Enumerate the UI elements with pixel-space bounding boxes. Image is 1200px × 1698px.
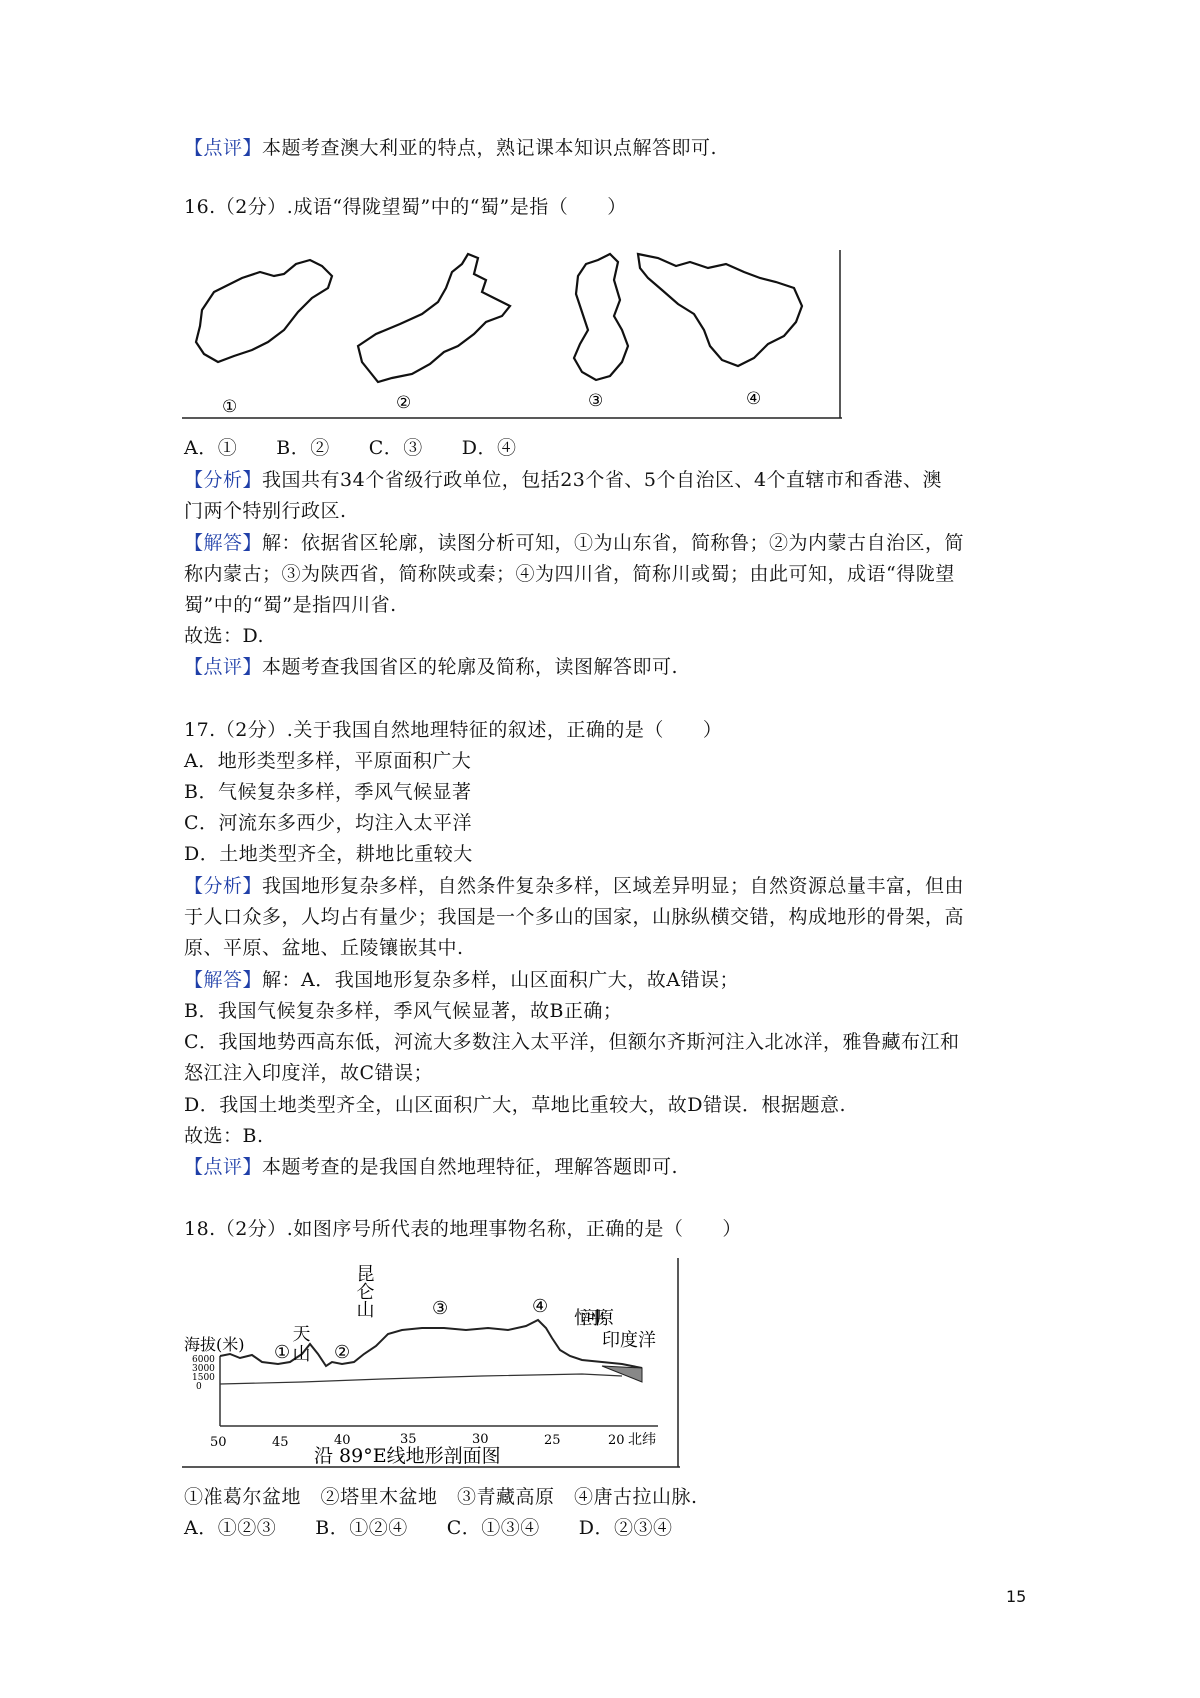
marker-3: ③: [432, 1298, 449, 1319]
q17-option-a: A．地形类型多样，平原面积广大: [184, 750, 472, 772]
q17-option-b: B．气候复杂多样，季风气候显著: [184, 781, 472, 803]
q18-options: [184, 1514, 673, 1542]
q17-review: 【点评】本题考查的是我国自然地理特征，理解答题即可.: [184, 1156, 679, 1178]
q17-answer-b: B．我国气候复杂多样，季风气候显著，故B正确；: [184, 1000, 623, 1022]
q17-answer-d: D．我国土地类型齐全，山区面积广大，草地比重较大，故D错误．根据题意.: [184, 1094, 847, 1116]
review-tag: 【点评】: [184, 137, 263, 159]
q17-answer: 【解答】解：A．我国地形复杂多样，山区面积广大，故A错误；: [184, 969, 739, 991]
figure-label-3: ③: [588, 391, 604, 411]
xtick-30: 30: [472, 1432, 489, 1447]
shandong-outline: [196, 260, 332, 362]
tianshan-label: 天山: [289, 1324, 311, 1364]
xtick-45: 45: [272, 1435, 289, 1450]
q17-analysis-cont: 于人口众多，人均占有量少；我国是一个多山的国家，山脉纵横交错，构成地形的骨架，高: [184, 906, 965, 928]
ylabel: 海拔(米): [184, 1335, 245, 1354]
kunlun-label: 昆仑山: [353, 1264, 375, 1318]
option-d: D．④: [461, 437, 517, 459]
figure-caption: 沿 89°E线地形剖面图: [314, 1445, 501, 1467]
xtick-20: 20: [608, 1433, 625, 1448]
q17-option-c: C．河流东多西少，均注入太平洋: [184, 812, 473, 834]
xtick-40: 40: [334, 1433, 351, 1448]
inner-mongolia-outline: [358, 254, 510, 382]
q17-analysis: 【分析】我国地形复杂多样，自然条件复杂多样，区域差异明显；自然资源总量丰富，但由: [184, 875, 965, 897]
answer-tag: 【解答】: [184, 969, 263, 991]
xunit: 北纬: [628, 1432, 656, 1448]
figure-label-2: ②: [396, 393, 412, 413]
option-c: C．③: [368, 437, 423, 459]
xtick-35: 35: [400, 1432, 417, 1447]
option-b: B．①②④: [315, 1517, 408, 1539]
ytick-0: 0: [196, 1382, 202, 1392]
q17-answer-c-cont: 怒江注入印度洋，故C错误；: [184, 1062, 434, 1084]
option-a: A．①: [184, 437, 238, 459]
q16-answer: 【解答】解：依据省区轮廓，读图分析可知，①为山东省，简称鲁；②为内蒙古自治区，简: [184, 532, 965, 554]
review-tag: 【点评】: [184, 656, 263, 678]
q16-analysis: 【分析】我国共有34个省级行政单位，包括23个省、5个自治区、4个直辖市和香港、澳: [184, 469, 943, 491]
q16-answer-cont2: 蜀”中的“蜀”是指四川省.: [184, 594, 397, 616]
review-tag: 【点评】: [184, 1156, 263, 1178]
marker-2: ②: [334, 1342, 351, 1363]
option-b: B．②: [276, 437, 330, 459]
q18-stem: 18.（2分）.如图序号所代表的地理事物名称，正确的是（ ）: [184, 1218, 742, 1240]
ytick-6000: 6000: [192, 1355, 215, 1365]
q16-options: [184, 434, 517, 462]
q16-province-outlines-figure: [182, 250, 842, 422]
marker-4: ④: [532, 1296, 549, 1317]
xtick-25: 25: [544, 1433, 561, 1448]
figure-label-4: ④: [746, 389, 762, 409]
q18-items: ①准葛尔盆地 ②塔里木盆地 ③青藏高原 ④唐古拉山脉.: [184, 1486, 698, 1508]
q16-answer-cont: 称内蒙古；③为陕西省，简称陕或秦；④为四川省，简称川或蜀；由此可知，成语“得陇望: [184, 563, 955, 585]
page-number: 15: [1006, 1587, 1027, 1606]
q15-review: 【点评】本题考查澳大利亚的特点，熟记课本知识点解答即可.: [184, 137, 718, 159]
q17-answer-c: C．我国地势西高东低，河流大多数注入太平洋，但额尔齐斯河注入北冰洋，雅鲁藏布江和: [184, 1031, 960, 1053]
analysis-tag: 【分析】: [184, 469, 263, 491]
ytick-1500: 1500: [192, 1373, 215, 1383]
option-c: C．①③④: [446, 1517, 540, 1539]
answer-tag: 【解答】: [184, 532, 263, 554]
option-d: D．②③④: [578, 1517, 673, 1539]
q16-analysis-cont: 门两个特别行政区.: [184, 500, 347, 522]
figure-label-1: ①: [222, 397, 238, 417]
option-a: A．①②③: [184, 1517, 277, 1539]
q17-analysis-cont2: 原、平原、盆地、丘陵镶嵌其中.: [184, 937, 464, 959]
q16-stem: 16.（2分）.成语“得陇望蜀”中的“蜀”是指（ ）: [184, 196, 627, 218]
q17-stem: 17.（2分）.关于我国自然地理特征的叙述，正确的是（ ）: [184, 719, 723, 741]
ocean-label: 印度洋: [602, 1330, 656, 1351]
q16-review: 【点评】本题考查我国省区的轮廓及简称，读图解答即可.: [184, 656, 679, 678]
sichuan-outline: [638, 254, 802, 366]
shaanxi-outline: [574, 254, 628, 380]
henghe-label: 恒河平原: [574, 1308, 614, 1329]
analysis-tag: 【分析】: [184, 875, 263, 897]
q18-terrain-profile-figure: [182, 1258, 680, 1470]
marker-1: ①: [274, 1342, 291, 1363]
q16-choice: 故选：D.: [184, 625, 265, 647]
ytick-3000: 3000: [192, 1364, 215, 1374]
q17-choice: 故选：B.: [184, 1125, 264, 1147]
xtick-50: 50: [210, 1435, 227, 1450]
q17-option-d: D．土地类型齐全，耕地比重较大: [184, 843, 473, 865]
